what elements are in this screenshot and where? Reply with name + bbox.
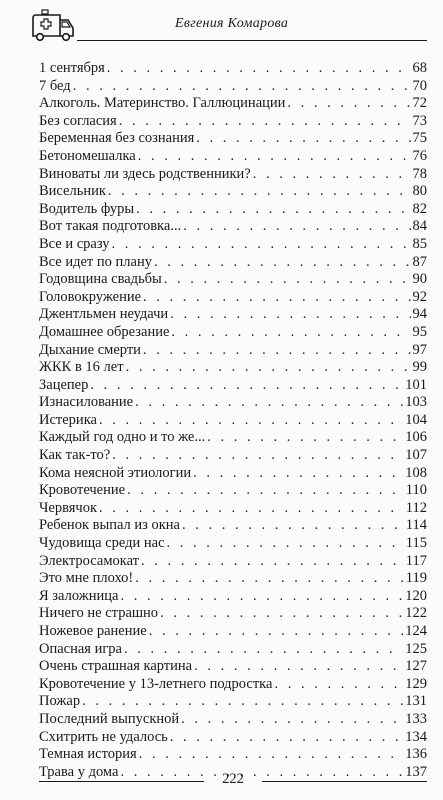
toc-entry-title: Домашнее обрезание: [39, 323, 170, 340]
toc-entry-page: 97: [412, 341, 427, 358]
toc-entry-page: 114: [405, 517, 427, 534]
page-header: [0, 0, 443, 48]
toc-entry: [39, 623, 427, 641]
toc-entry: [39, 254, 427, 272]
toc-entry-page: 75: [412, 130, 427, 147]
ambulance-icon: [30, 6, 76, 42]
toc-dot-leader: [73, 78, 411, 96]
header-rule: [77, 40, 427, 41]
toc-dot-leader: [171, 324, 410, 342]
toc-dot-leader: [124, 641, 403, 659]
toc-entry-title: Алкоголь. Материнство. Галлюцинации: [39, 95, 286, 112]
toc-entry-page: 129: [405, 675, 427, 692]
toc-dot-leader: [183, 218, 410, 236]
toc-dot-leader: [287, 95, 410, 113]
toc-entry-title: Электросамокат: [39, 552, 139, 569]
toc-dot-leader: [126, 359, 411, 377]
toc-entry: [39, 289, 427, 307]
toc-entry-page: 72: [412, 95, 427, 112]
toc-entry-title: Головокружение: [39, 288, 142, 305]
toc-dot-leader: [170, 306, 410, 324]
toc-entry-page: 106: [405, 429, 427, 446]
toc-entry-title: Беременная без сознания: [39, 130, 195, 147]
toc-dot-leader: [107, 60, 411, 78]
toc-dot-leader: [274, 676, 403, 694]
toc-dot-leader: [112, 447, 403, 465]
toc-entry-page: 92: [412, 288, 427, 305]
toc-entry-title: Чудовища среди нас: [39, 535, 165, 552]
toc-entry: [39, 130, 427, 148]
toc-entry-title: Трава у дома: [39, 763, 119, 780]
toc-entry: [39, 570, 427, 588]
toc-entry-title: 7 бед: [39, 77, 71, 94]
toc-dot-leader: [99, 412, 403, 430]
toc-entry-title: Годовщина свадьбы: [39, 271, 162, 288]
toc-entry: [39, 588, 427, 606]
toc-entry-page: 90: [412, 271, 427, 288]
toc-entry-title: Зацепер: [39, 376, 89, 393]
toc-entry: [39, 429, 427, 447]
toc-dot-leader: [160, 605, 403, 623]
toc-entry-title: Пожар: [39, 693, 81, 710]
toc-entry-page: 76: [412, 147, 427, 164]
toc-entry: [39, 535, 427, 553]
toc-entry: [39, 641, 427, 659]
toc-entry-page: 104: [405, 411, 427, 428]
toc-entry-page: 119: [405, 570, 427, 587]
toc-entry: [39, 148, 427, 166]
toc-dot-leader: [167, 535, 404, 553]
toc-entry-title: Ничего не страшно: [39, 605, 159, 622]
toc-entry: [39, 201, 427, 219]
toc-dot-leader: [207, 429, 403, 447]
toc-entry-title: Все идет по плану: [39, 253, 152, 270]
toc-entry-title: Ребенок выпал из окна: [39, 517, 180, 534]
author-name: Евгения Комарова: [175, 16, 289, 31]
toc-entry-page: 124: [405, 623, 427, 639]
toc-entry-title: 1 сентября: [39, 60, 105, 76]
toc-entry: [39, 746, 427, 764]
toc-entry-page: 120: [405, 587, 427, 604]
toc-dot-leader: [143, 289, 410, 307]
toc-entry: [39, 605, 427, 623]
toc-entry-page: 95: [412, 323, 427, 340]
toc-entry-title: Червячок: [39, 499, 98, 516]
toc-entry: [39, 412, 427, 430]
toc-entry-page: 68: [412, 60, 427, 76]
toc-entry-title: Дыхание смерти: [39, 341, 141, 358]
toc-entry: [39, 377, 427, 395]
toc-entry-title: Кровотечение: [39, 482, 126, 499]
toc-entry-page: 94: [412, 306, 427, 323]
toc-dot-leader: [154, 254, 411, 272]
toc-entry-page: 73: [412, 112, 427, 129]
toc-dot-leader: [194, 658, 403, 676]
toc-dot-leader: [170, 729, 403, 747]
toc-entry: [39, 658, 427, 676]
toc-entry: [39, 359, 427, 377]
toc-entry-title: Вот такая подготовка...: [39, 218, 182, 235]
toc-dot-leader: [149, 623, 404, 641]
toc-entry-page: 82: [412, 200, 427, 217]
toc-dot-leader: [143, 342, 411, 360]
toc-dot-leader: [196, 130, 410, 148]
toc-entry-page: 122: [405, 605, 427, 622]
toc-entry: [39, 711, 427, 729]
toc-entry: [39, 166, 427, 184]
toc-entry-page: 101: [405, 376, 427, 393]
toc-entry-page: 107: [405, 447, 427, 464]
toc-entry: [39, 394, 427, 412]
toc-entry-page: 127: [405, 658, 427, 675]
toc-entry-title: Каждый год одно и то же...: [39, 429, 206, 446]
toc-dot-leader: [119, 113, 411, 131]
toc-entry-page: 70: [412, 77, 427, 94]
footer-rule-right: [262, 781, 427, 782]
toc-entry: [39, 271, 427, 289]
toc-entry-page: 103: [405, 394, 427, 411]
toc-entry: [39, 113, 427, 131]
toc-entry: [39, 553, 427, 571]
toc-dot-leader: [164, 271, 411, 289]
toc-entry: [39, 500, 427, 518]
toc-entry-title: Схитрить не удалось: [39, 728, 168, 745]
toc-dot-leader: [182, 517, 404, 535]
toc-entry: [39, 729, 427, 747]
toc-entry-title: Висельник: [39, 183, 106, 200]
toc-dot-leader: [127, 482, 404, 500]
toc-dot-leader: [99, 500, 404, 518]
toc-dot-leader: [138, 148, 411, 166]
toc-entry-title: Ножевое ранение: [39, 623, 147, 639]
toc-entry: [39, 218, 427, 236]
toc-entry-title: Джентльмен неудачи: [39, 306, 169, 323]
toc-dot-leader: [135, 394, 403, 412]
toc-dot-leader: [112, 236, 411, 254]
toc-entry: [39, 60, 427, 78]
toc-entry-title: Я заложница: [39, 587, 119, 604]
toc-entry-page: 134: [405, 728, 427, 745]
toc-entry-page: 125: [405, 640, 427, 657]
toc-entry-page: 131: [405, 693, 427, 710]
toc-entry: [39, 236, 427, 254]
toc-entry-title: Кровотечение у 13-летнего подростка: [39, 675, 273, 692]
toc-entry-page: 136: [405, 746, 427, 763]
toc-dot-leader: [90, 377, 403, 395]
toc-entry-title: Это мне плохо!: [39, 570, 134, 587]
table-of-contents: [39, 60, 427, 781]
toc-entry: [39, 183, 427, 201]
toc-entry: [39, 324, 427, 342]
toc-dot-leader: [181, 711, 403, 729]
toc-entry: [39, 95, 427, 113]
toc-entry-title: Как так-то?: [39, 447, 111, 464]
toc-entry-page: 84: [412, 218, 427, 235]
toc-entry-title: Виноваты ли здесь родственники?: [39, 165, 251, 182]
toc-entry: [39, 482, 427, 500]
toc-entry: [39, 465, 427, 483]
toc-dot-leader: [141, 553, 404, 571]
toc-dot-leader: [108, 183, 411, 201]
toc-dot-leader: [120, 588, 403, 606]
toc-entry-page: 112: [405, 499, 427, 516]
toc-entry: [39, 306, 427, 324]
toc-entry-page: 117: [405, 552, 427, 569]
toc-entry-title: Водитель фуры: [39, 200, 135, 217]
toc-entry-title: Истерика: [39, 411, 97, 428]
toc-entry-page: 85: [412, 235, 427, 252]
toc-entry: [39, 693, 427, 711]
toc-entry-page: 133: [405, 710, 427, 727]
toc-entry: [39, 78, 427, 96]
toc-entry: [39, 676, 427, 694]
toc-entry-page: 99: [412, 359, 427, 376]
toc-entry-page: 108: [405, 464, 427, 481]
toc-entry-title: Без согласия: [39, 112, 117, 129]
toc-entry-title: Очень страшная картина: [39, 658, 193, 675]
toc-entry-page: 115: [405, 535, 427, 552]
toc-dot-leader: [139, 746, 404, 764]
toc-entry-page: 78: [412, 165, 427, 182]
toc-entry-title: Все и сразу: [39, 235, 110, 252]
toc-dot-leader: [136, 201, 410, 219]
toc-entry-title: Темная история: [39, 746, 137, 763]
page-number: 222: [222, 771, 244, 787]
toc-entry-title: Опасная игра: [39, 640, 122, 657]
toc-dot-leader: [193, 465, 403, 483]
footer-rule-left: [39, 781, 204, 782]
toc-entry-title: ЖКК в 16 лет: [39, 359, 124, 376]
toc-dot-leader: [135, 570, 404, 588]
toc-entry-page: 87: [412, 253, 427, 270]
toc-entry-title: Кома неясной этиологии: [39, 464, 192, 481]
toc-dot-leader: [253, 166, 411, 184]
toc-dot-leader: [82, 693, 403, 711]
toc-entry-title: Последний выпускной: [39, 710, 180, 727]
toc-entry: [39, 342, 427, 360]
toc-entry-page: 80: [412, 183, 427, 200]
toc-entry: [39, 517, 427, 535]
toc-entry-title: Изнасилование: [39, 394, 134, 411]
toc-entry-page: 110: [405, 482, 427, 499]
toc-entry-title: Бетономешалка: [39, 147, 136, 164]
toc-entry-page: 137: [405, 763, 427, 780]
toc-entry: [39, 447, 427, 465]
